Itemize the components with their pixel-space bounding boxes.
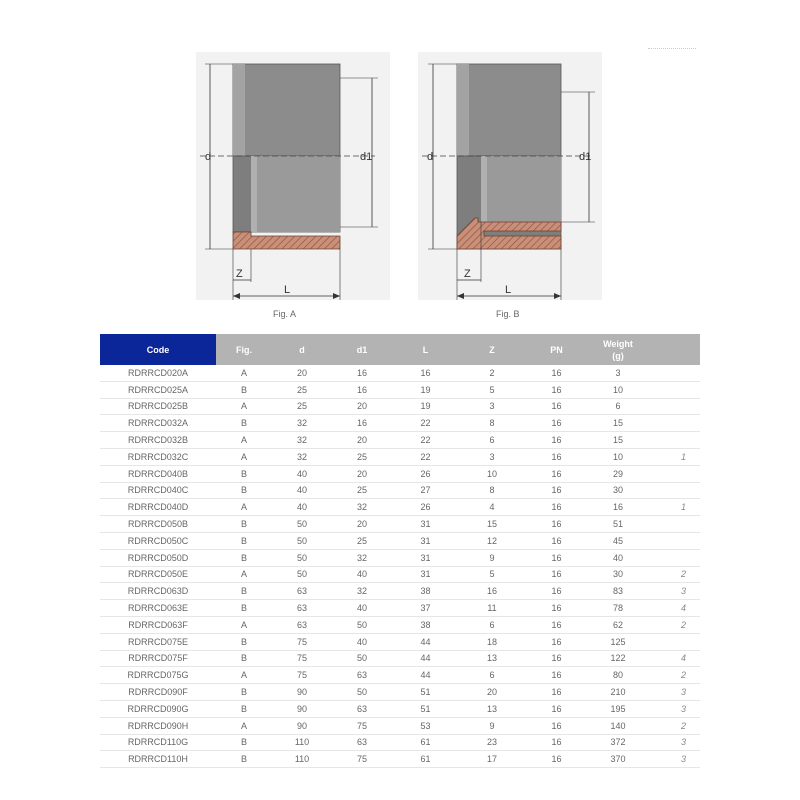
table-row [100, 633, 700, 650]
header-label: d [299, 344, 305, 355]
cell-note: 4 [648, 650, 700, 667]
cell-code: RDRRCD075F [100, 650, 216, 667]
cell-d1: 16 [332, 415, 392, 432]
cell-weight: 195 [588, 700, 648, 717]
cell-fig: A [216, 499, 272, 516]
cell-pn: 16 [525, 616, 588, 633]
cell-code: RDRRCD040C [100, 482, 216, 499]
fig-b-d-label: d [427, 151, 434, 163]
fig-a-z-label: Z [236, 268, 243, 280]
cell-l: 44 [392, 650, 459, 667]
cell-code: RDRRCD063D [100, 583, 216, 600]
cell-note: 2 [648, 616, 700, 633]
cell-z: 13 [459, 700, 525, 717]
cell-weight: 3 [588, 365, 648, 381]
cell-z: 12 [459, 532, 525, 549]
cell-weight: 40 [588, 549, 648, 566]
cell-pn: 16 [525, 650, 588, 667]
cell-weight: 210 [588, 684, 648, 701]
cell-code: RDRRCD090F [100, 684, 216, 701]
cell-code: RDRRCD025A [100, 381, 216, 398]
cell-code: RDRRCD020A [100, 365, 216, 381]
cell-code: RDRRCD063F [100, 616, 216, 633]
cell-z: 5 [459, 566, 525, 583]
table-row [100, 365, 700, 381]
cell-d1: 16 [332, 365, 392, 381]
cell-pn: 16 [525, 398, 588, 415]
cell-note [648, 432, 700, 449]
cell-d: 50 [272, 532, 332, 549]
cell-d: 90 [272, 700, 332, 717]
cell-pn: 16 [525, 549, 588, 566]
cell-note [648, 465, 700, 482]
header-d1 [332, 334, 392, 365]
cell-fig: A [216, 566, 272, 583]
cell-pn: 16 [525, 751, 588, 768]
figure-a-caption: Fig. A [273, 309, 297, 319]
cell-z: 9 [459, 717, 525, 734]
table-row [100, 432, 700, 449]
header-label: d1 [356, 344, 368, 355]
cell-l: 19 [392, 381, 459, 398]
cell-note: 1 [648, 499, 700, 516]
cell-note [648, 633, 700, 650]
cell-l: 44 [392, 633, 459, 650]
cell-note: 2 [648, 566, 700, 583]
cell-fig: B [216, 549, 272, 566]
table-body [100, 365, 700, 768]
cell-pn: 16 [525, 700, 588, 717]
cell-code: RDRRCD110H [100, 751, 216, 768]
header-z [459, 334, 525, 365]
cell-z: 6 [459, 616, 525, 633]
header-pn [525, 334, 588, 365]
cell-l: 38 [392, 583, 459, 600]
cell-pn: 16 [525, 432, 588, 449]
cell-z: 6 [459, 667, 525, 684]
cell-weight: 10 [588, 448, 648, 465]
cell-z: 4 [459, 499, 525, 516]
cell-weight: 6 [588, 398, 648, 415]
cell-d: 25 [272, 398, 332, 415]
cell-weight: 15 [588, 432, 648, 449]
cell-code: RDRRCD063E [100, 600, 216, 617]
cell-d1: 16 [332, 381, 392, 398]
header-notes [648, 334, 700, 365]
cell-note: 4 [648, 600, 700, 617]
fig-a-d-label: d [205, 151, 212, 163]
cell-fig: B [216, 465, 272, 482]
cell-fig: B [216, 700, 272, 717]
cell-l: 61 [392, 751, 459, 768]
cell-fig: A [216, 717, 272, 734]
cell-fig: B [216, 600, 272, 617]
header-label: Code [146, 344, 170, 355]
header-label: Fig. [236, 344, 252, 355]
header-label: L [422, 344, 429, 355]
cell-weight: 51 [588, 516, 648, 533]
cell-weight: 62 [588, 616, 648, 633]
cell-d1: 25 [332, 482, 392, 499]
cell-code: RDRRCD032B [100, 432, 216, 449]
cell-d1: 63 [332, 667, 392, 684]
cell-pn: 16 [525, 365, 588, 381]
cell-pn: 16 [525, 667, 588, 684]
table-row [100, 482, 700, 499]
table-row [100, 398, 700, 415]
header-label: Z [489, 344, 495, 355]
cell-d1: 63 [332, 734, 392, 751]
cell-z: 3 [459, 448, 525, 465]
cell-z: 16 [459, 583, 525, 600]
cell-d1: 32 [332, 499, 392, 516]
header-unit: (g) [612, 350, 624, 361]
cell-fig: A [216, 432, 272, 449]
table-row [100, 549, 700, 566]
cell-l: 16 [392, 365, 459, 381]
table-row [100, 516, 700, 533]
cell-z: 17 [459, 751, 525, 768]
fig-b-d1-label: d1 [579, 151, 592, 163]
cell-d1: 40 [332, 600, 392, 617]
cell-z: 10 [459, 465, 525, 482]
table-row [100, 751, 700, 768]
cell-weight: 122 [588, 650, 648, 667]
cell-fig: B [216, 751, 272, 768]
cell-fig: B [216, 650, 272, 667]
cell-note: 2 [648, 667, 700, 684]
cell-d: 63 [272, 616, 332, 633]
cell-code: RDRRCD025B [100, 398, 216, 415]
cell-d1: 50 [332, 650, 392, 667]
cell-d: 32 [272, 415, 332, 432]
table-row [100, 650, 700, 667]
cell-pn: 16 [525, 600, 588, 617]
cell-fig: B [216, 532, 272, 549]
cell-l: 26 [392, 499, 459, 516]
cell-weight: 30 [588, 566, 648, 583]
fig-b-z-label: Z [464, 268, 471, 280]
cell-z: 5 [459, 381, 525, 398]
cell-weight: 370 [588, 751, 648, 768]
cell-l: 22 [392, 415, 459, 432]
cell-l: 22 [392, 432, 459, 449]
cell-d: 40 [272, 465, 332, 482]
cell-z: 8 [459, 482, 525, 499]
cell-fig: B [216, 684, 272, 701]
cell-pn: 16 [525, 465, 588, 482]
header-label: PN [550, 344, 563, 355]
cell-d: 20 [272, 365, 332, 381]
table-row [100, 583, 700, 600]
cell-d: 40 [272, 499, 332, 516]
cell-d1: 20 [332, 398, 392, 415]
cell-note [648, 398, 700, 415]
cell-pn: 16 [525, 532, 588, 549]
cell-weight: 45 [588, 532, 648, 549]
cell-d: 63 [272, 600, 332, 617]
cell-fig: A [216, 398, 272, 415]
cell-l: 37 [392, 600, 459, 617]
table-row [100, 600, 700, 617]
cell-weight: 16 [588, 499, 648, 516]
cell-fig: B [216, 516, 272, 533]
table-header-row [100, 334, 700, 365]
cell-pn: 16 [525, 448, 588, 465]
cell-code: RDRRCD090G [100, 700, 216, 717]
cell-d: 40 [272, 482, 332, 499]
cell-pn: 16 [525, 717, 588, 734]
fig-a-d1-label: d1 [360, 151, 373, 163]
table-row [100, 734, 700, 751]
cell-d: 90 [272, 717, 332, 734]
cell-d: 75 [272, 667, 332, 684]
cell-d: 63 [272, 583, 332, 600]
cell-weight: 372 [588, 734, 648, 751]
table-row [100, 415, 700, 432]
cell-d: 25 [272, 381, 332, 398]
cell-z: 20 [459, 684, 525, 701]
cell-note: 3 [648, 700, 700, 717]
cell-note [648, 381, 700, 398]
cell-d1: 32 [332, 549, 392, 566]
cell-d: 32 [272, 432, 332, 449]
fig-b-l-label: L [505, 284, 512, 296]
decorative-dotted-line [648, 48, 696, 50]
table-row [100, 381, 700, 398]
cell-d: 50 [272, 566, 332, 583]
figure-b-drawing [418, 52, 602, 300]
cell-d1: 40 [332, 566, 392, 583]
cell-l: 44 [392, 667, 459, 684]
cell-pn: 16 [525, 633, 588, 650]
cell-fig: A [216, 667, 272, 684]
cell-d1: 32 [332, 583, 392, 600]
cell-note [648, 549, 700, 566]
cell-fig: B [216, 482, 272, 499]
cell-l: 51 [392, 684, 459, 701]
cell-z: 13 [459, 650, 525, 667]
cell-weight: 80 [588, 667, 648, 684]
cell-note [648, 516, 700, 533]
table-row [100, 566, 700, 583]
cell-l: 61 [392, 734, 459, 751]
cell-pn: 16 [525, 583, 588, 600]
table-row [100, 684, 700, 701]
header-d [272, 334, 332, 365]
cell-l: 26 [392, 465, 459, 482]
cell-z: 9 [459, 549, 525, 566]
cell-pn: 16 [525, 415, 588, 432]
cell-l: 51 [392, 700, 459, 717]
cell-code: RDRRCD040B [100, 465, 216, 482]
cell-fig: B [216, 381, 272, 398]
cell-note [648, 482, 700, 499]
cell-weight: 29 [588, 465, 648, 482]
cell-l: 31 [392, 516, 459, 533]
cell-d1: 25 [332, 448, 392, 465]
header-fig [216, 334, 272, 365]
table-row [100, 717, 700, 734]
cell-z: 8 [459, 415, 525, 432]
cell-l: 31 [392, 566, 459, 583]
cell-weight: 83 [588, 583, 648, 600]
cell-z: 3 [459, 398, 525, 415]
cell-pn: 16 [525, 734, 588, 751]
cell-pn: 16 [525, 499, 588, 516]
cell-d1: 50 [332, 684, 392, 701]
cell-d1: 63 [332, 700, 392, 717]
cell-fig: B [216, 415, 272, 432]
cell-weight: 30 [588, 482, 648, 499]
cell-l: 27 [392, 482, 459, 499]
cell-weight: 140 [588, 717, 648, 734]
figure-b-caption: Fig. B [496, 309, 520, 319]
cell-d: 75 [272, 633, 332, 650]
cell-note [648, 365, 700, 381]
fig-a-l-label: L [284, 284, 291, 296]
cell-d: 50 [272, 549, 332, 566]
figure-a-drawing [196, 52, 390, 300]
cell-note: 3 [648, 583, 700, 600]
cell-l: 19 [392, 398, 459, 415]
cell-code: RDRRCD075G [100, 667, 216, 684]
header-label: Weight [603, 338, 633, 349]
header-l [392, 334, 459, 365]
cell-code: RDRRCD032A [100, 415, 216, 432]
cell-pn: 16 [525, 381, 588, 398]
cell-l: 22 [392, 448, 459, 465]
cell-z: 23 [459, 734, 525, 751]
cell-z: 18 [459, 633, 525, 650]
product-spec-table [100, 334, 700, 768]
cell-d: 50 [272, 516, 332, 533]
cell-code: RDRRCD050C [100, 532, 216, 549]
cell-pn: 16 [525, 684, 588, 701]
cell-code: RDRRCD110G [100, 734, 216, 751]
cell-pn: 16 [525, 482, 588, 499]
cell-d1: 20 [332, 432, 392, 449]
cell-code: RDRRCD090H [100, 717, 216, 734]
cell-pn: 16 [525, 566, 588, 583]
cell-code: RDRRCD050E [100, 566, 216, 583]
cell-note [648, 415, 700, 432]
table-row [100, 448, 700, 465]
cell-weight: 15 [588, 415, 648, 432]
cell-note: 3 [648, 684, 700, 701]
cell-l: 31 [392, 549, 459, 566]
cell-d: 110 [272, 734, 332, 751]
table-row [100, 667, 700, 684]
cell-note: 2 [648, 717, 700, 734]
cell-note: 1 [648, 448, 700, 465]
cell-pn: 16 [525, 516, 588, 533]
cell-code: RDRRCD050D [100, 549, 216, 566]
cell-code: RDRRCD075E [100, 633, 216, 650]
cell-d1: 40 [332, 633, 392, 650]
cell-weight: 125 [588, 633, 648, 650]
cell-note [648, 532, 700, 549]
cell-z: 2 [459, 365, 525, 381]
cell-d1: 25 [332, 532, 392, 549]
table-row [100, 700, 700, 717]
cell-z: 11 [459, 600, 525, 617]
cell-l: 31 [392, 532, 459, 549]
cell-z: 6 [459, 432, 525, 449]
cell-fig: A [216, 365, 272, 381]
header-weight [588, 334, 648, 365]
cell-fig: B [216, 633, 272, 650]
cell-weight: 10 [588, 381, 648, 398]
cell-fig: B [216, 583, 272, 600]
cell-z: 15 [459, 516, 525, 533]
cell-d1: 50 [332, 616, 392, 633]
table-row [100, 465, 700, 482]
cell-code: RDRRCD040D [100, 499, 216, 516]
cell-fig: A [216, 616, 272, 633]
cell-d: 75 [272, 650, 332, 667]
cell-code: RDRRCD032C [100, 448, 216, 465]
cell-d1: 75 [332, 751, 392, 768]
header-code [100, 334, 216, 365]
table-row [100, 532, 700, 549]
cell-note: 3 [648, 751, 700, 768]
cell-d1: 75 [332, 717, 392, 734]
cell-l: 53 [392, 717, 459, 734]
cell-code: RDRRCD050B [100, 516, 216, 533]
cell-d: 110 [272, 751, 332, 768]
cell-d1: 20 [332, 465, 392, 482]
cell-d: 90 [272, 684, 332, 701]
cell-d: 32 [272, 448, 332, 465]
cell-fig: B [216, 734, 272, 751]
cell-note: 3 [648, 734, 700, 751]
table-row [100, 616, 700, 633]
cell-weight: 78 [588, 600, 648, 617]
cell-fig: A [216, 448, 272, 465]
cell-l: 38 [392, 616, 459, 633]
table-row [100, 499, 700, 516]
cell-d1: 20 [332, 516, 392, 533]
